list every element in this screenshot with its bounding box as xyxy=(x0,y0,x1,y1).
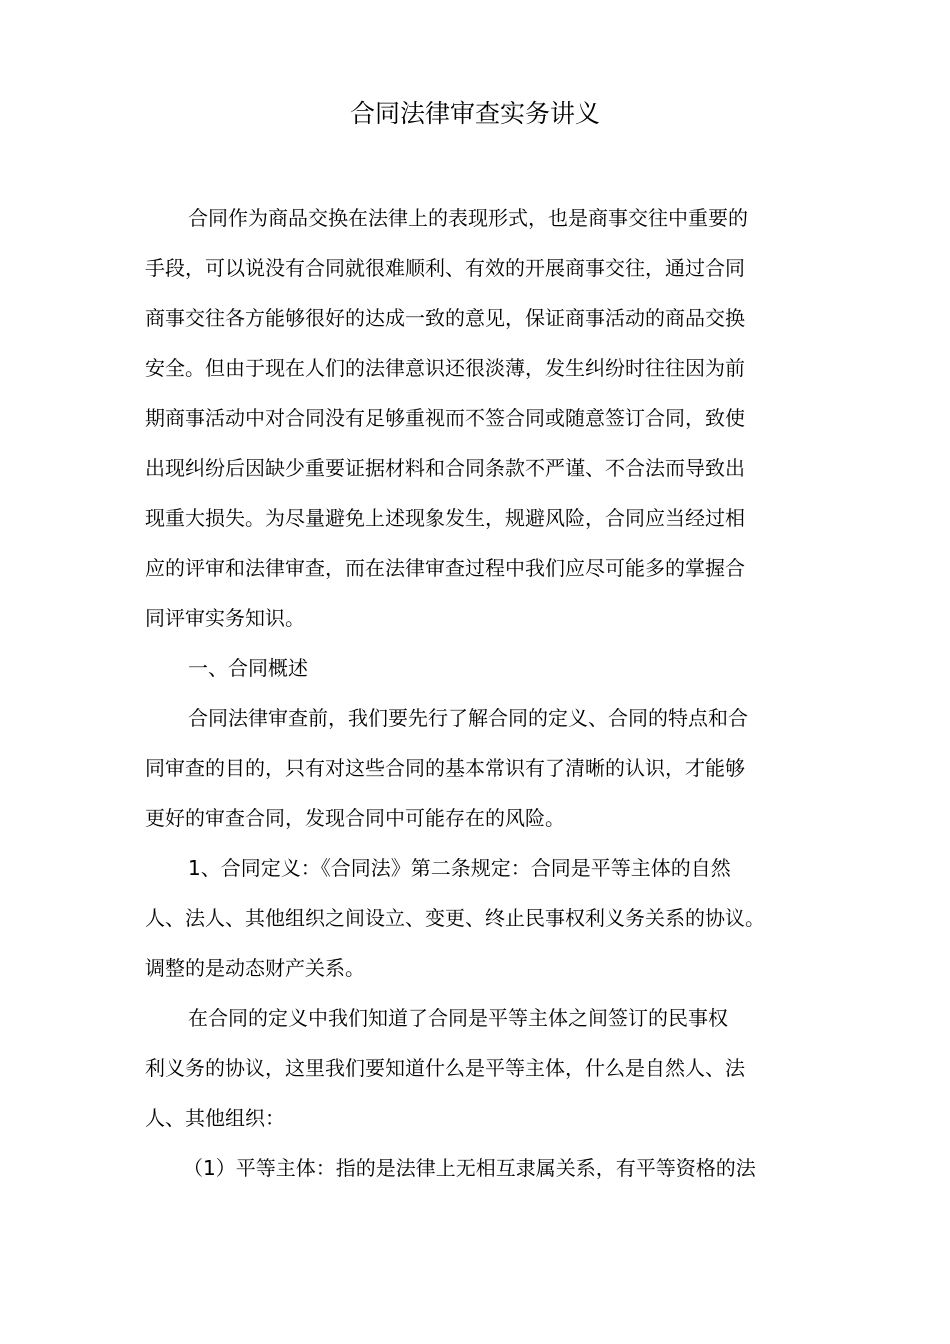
paragraph-line: 调整的是动态财产关系。 xyxy=(145,956,365,980)
paragraph-line: 期商事活动中对合同没有足够重视而不签合同或随意签订合同，致使 xyxy=(145,406,745,430)
document-body xyxy=(145,193,825,1193)
paragraph-line: 利义务的协议，这里我们要知道什么是平等主体，什么是自然人、法 xyxy=(145,1056,745,1080)
paragraph-line: 同评审实务知识。 xyxy=(145,606,305,630)
paragraph-line: 应的评审和法律审查，而在法律审查过程中我们应尽可能多的掌握合 xyxy=(145,556,745,580)
paragraph-line: （1）平等主体：指的是法律上无相互隶属关系，有平等资格的法 xyxy=(183,1156,756,1180)
paragraph-line: 现重大损失。为尽量避免上述现象发生，规避风险，合同应当经过相 xyxy=(145,506,745,530)
paragraph-line: 合同法律审查前，我们要先行了解合同的定义、合同的特点和合 xyxy=(188,706,748,730)
paragraph-line: 在合同的定义中我们知道了合同是平等主体之间签订的民事权 xyxy=(188,1006,728,1030)
paragraph-line: 出现纠纷后因缺少重要证据材料和合同条款不严谨、不合法而导致出 xyxy=(145,456,745,480)
paragraph-line: 1、合同定义：《合同法》第二条规定：合同是平等主体的自然 xyxy=(188,856,731,880)
paragraph-line: 安全。但由于现在人们的法律意识还很淡薄，发生纠纷时往往因为前 xyxy=(145,356,745,380)
paragraph-line: 同审查的目的，只有对这些合同的基本常识有了清晰的认识，才能够 xyxy=(145,756,745,780)
paragraph-line: 人、法人、其他组织之间设立、变更、终止民事权利义务关系的协议。 xyxy=(145,906,765,930)
paragraph-line: 合同作为商品交换在法律上的表现形式，也是商事交往中重要的 xyxy=(188,206,748,230)
paragraph-line: 更好的审查合同，发现合同中可能存在的风险。 xyxy=(145,806,565,830)
section-heading: 一、合同概述 xyxy=(188,656,308,680)
paragraph-line: 商事交往各方能够很好的达成一致的意见，保证商事活动的商品交换 xyxy=(145,306,745,330)
paragraph-line: 人、其他组织： xyxy=(145,1106,285,1130)
paragraph-line: 手段，可以说没有合同就很难顺利、有效的开展商事交往，通过合同 xyxy=(145,256,745,280)
document-title: 合同法律审查实务讲义 xyxy=(349,99,600,128)
